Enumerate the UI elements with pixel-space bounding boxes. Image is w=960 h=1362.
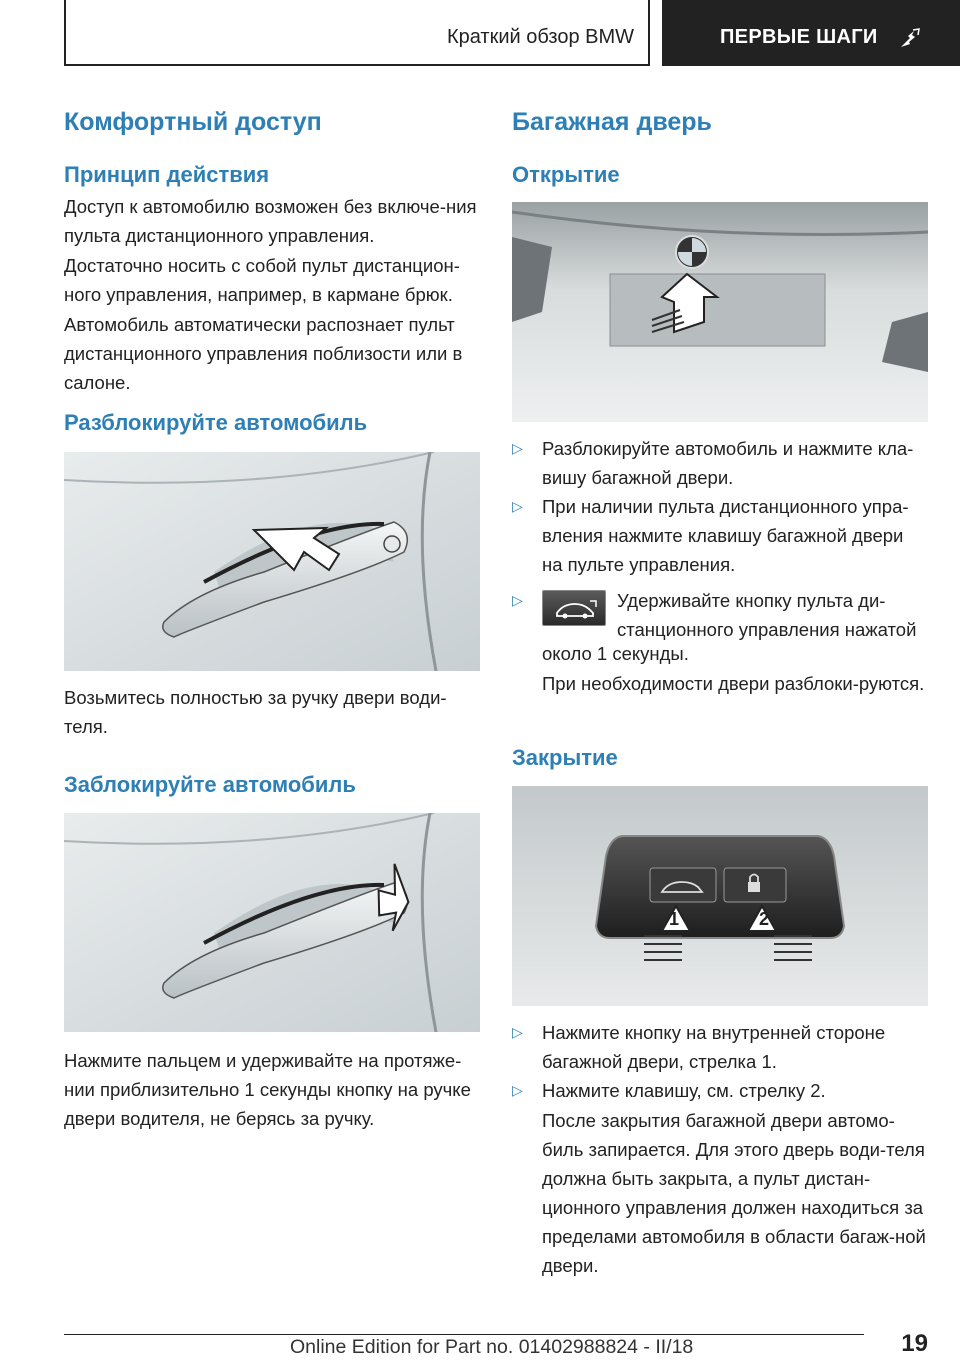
- triangle-bullet-icon: ▷: [512, 440, 523, 456]
- triangle-bullet-icon: ▷: [512, 1024, 523, 1040]
- subtitle-unlock: Разблокируйте автомобиль: [64, 410, 368, 435]
- subtitle-closing: Закрытие: [512, 745, 618, 770]
- list-item-inner-button: ▷ Нажмите кнопку на внутренней стороне багажной двери, стрелка 1.: [512, 1018, 928, 1076]
- footer-edition: Online Edition for Part no. 01402988824 - II/18: [290, 1336, 694, 1358]
- remote-tailgate-button-icon: [542, 590, 606, 626]
- paragraph-access: Доступ к автомобилю возможен без включе-ния пульта дистанционного управления.: [64, 196, 477, 246]
- paragraph-grip-handle: Возьмитесь полностью за ручку двери води-теля.: [64, 687, 447, 737]
- paragraph-auto-detect: Автомобиль автоматически распознает пульт дистанционного управления поблизости или в салоне.: [64, 314, 463, 393]
- hold-remote-line-3: около 1 секунды.: [542, 643, 689, 664]
- section-title-comfort-access: Комфортный доступ: [64, 108, 322, 136]
- header-section-title: Краткий обзор BMW: [446, 26, 634, 48]
- subtitle-opening: Открытие: [512, 162, 620, 187]
- hold-remote-line-1: Удерживайте кнопку пульта ди-: [617, 590, 886, 611]
- list-item-press-key: ▷ Нажмите клавишу, см. стрелку 2.: [512, 1076, 928, 1105]
- triangle-bullet-icon: ▷: [512, 1082, 523, 1098]
- paragraph-press-hold: Нажмите пальцем и удерживайте на протяже-нии приблизительно 1 секунды кнопку на ручке двери водителя, не берясь за ручку.: [64, 1050, 471, 1129]
- door-handle-unlock-image: [64, 452, 480, 671]
- arrow-2-label: 2: [758, 909, 770, 929]
- door-handle-lock-image: [64, 813, 480, 1032]
- hold-remote-line-2: станционного управления нажатой: [617, 619, 917, 640]
- subtitle-lock: Заблокируйте автомобиль: [64, 772, 356, 797]
- arrow-1-label: 1: [668, 909, 680, 929]
- flash-icon: [898, 26, 922, 50]
- tailgate-open-image: [512, 202, 928, 422]
- note-doors-unlocked: При необходимости двери разблоки-руются.: [542, 673, 925, 694]
- paragraph-carry-remote: Достаточно носить с собой пульт дистанцион-ного управления, например, в кармане брюк.: [64, 255, 460, 305]
- footer-divider: [64, 1334, 864, 1335]
- tailgate-buttons-image: [512, 786, 928, 1006]
- section-title-tailgate: Багажная дверь: [512, 108, 712, 136]
- page-number: 19: [901, 1330, 928, 1357]
- triangle-bullet-icon: ▷: [512, 592, 523, 608]
- note-after-closing: После закрытия багажной двери автомо-биль запирается. Для этого дверь води-теля должна быть закрыта, а пульт дистан-ционного управления должен находиться за пределами автомобиля в области багаж-ной двери.: [542, 1110, 926, 1276]
- list-item-remote-button: ▷ При наличии пульта дистанционного упра-вления нажмите клавишу багажной двери на пульте управления.: [512, 492, 928, 579]
- list-item-unlock-press: ▷ Разблокируйте автомобиль и нажмите кла-вишу багажной двери.: [512, 434, 928, 492]
- header-chapter-tab: [662, 0, 960, 66]
- header-chapter-title: ПЕРВЫЕ ШАГИ: [720, 26, 878, 48]
- header-section-box: [64, 0, 650, 66]
- triangle-bullet-icon: ▷: [512, 498, 523, 514]
- subtitle-principle: Принцип действия: [64, 162, 270, 187]
